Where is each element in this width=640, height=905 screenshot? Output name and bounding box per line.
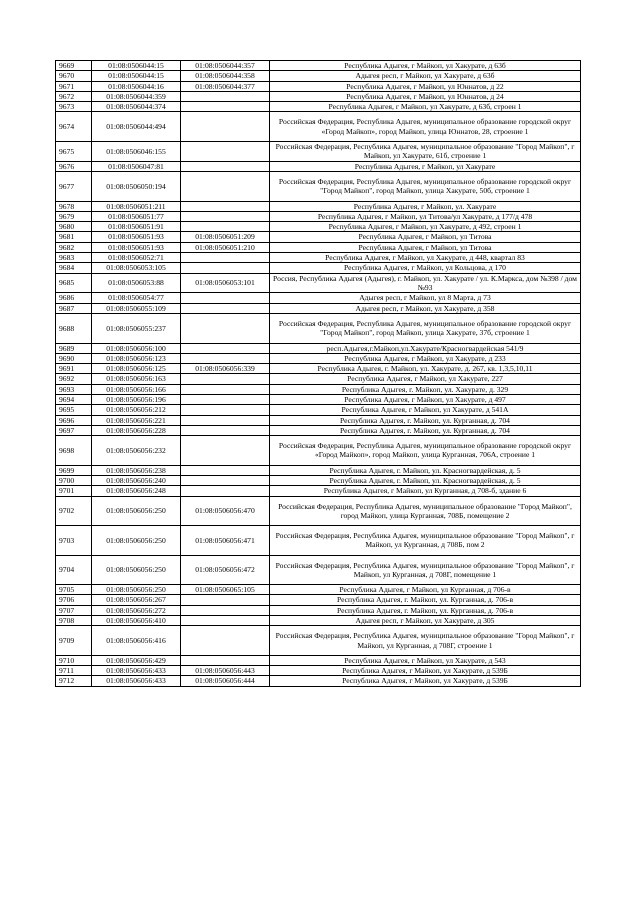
row-number: 9701: [56, 486, 92, 496]
linked-cadastral-number: [181, 616, 270, 626]
linked-cadastral-number: [181, 595, 270, 605]
table-row: [56, 384, 581, 394]
row-number: 9683: [56, 253, 92, 263]
linked-cadastral-number: [181, 222, 270, 232]
row-number: 9674: [56, 112, 92, 142]
table-row: [56, 353, 581, 363]
address: Республика Адыгея, г Майкоп, ул Титова/ул Хакурате, д 177/д 478: [270, 211, 581, 221]
cadastral-number: 01:08:0506051:91: [92, 222, 181, 232]
linked-cadastral-number: [181, 161, 270, 171]
linked-cadastral-number: 01:08:0506044:377: [181, 81, 270, 91]
address: Республика Адыгея, г Майкоп, ул. Хакурате: [270, 201, 581, 211]
linked-cadastral-number: [181, 626, 270, 656]
row-number: 9688: [56, 314, 92, 344]
table-row: [56, 364, 581, 374]
cadastral-number: 01:08:0506053:105: [92, 263, 181, 273]
document-page: [55, 60, 581, 687]
table-row: [56, 71, 581, 81]
cadastral-number: 01:08:0506051:211: [92, 201, 181, 211]
address: Республика Адыгея, г Майкоп, ул Хакурате, 227: [270, 374, 581, 384]
table-row: [56, 242, 581, 252]
table-row: [56, 61, 581, 71]
cadastral-number: 01:08:0506056:433: [92, 676, 181, 686]
linked-cadastral-number: [181, 415, 270, 425]
linked-cadastral-number: [181, 211, 270, 221]
linked-cadastral-number: 01:08:0506056:471: [181, 526, 270, 556]
linked-cadastral-number: [181, 91, 270, 101]
linked-cadastral-number: [181, 353, 270, 363]
table-row: [56, 555, 581, 585]
cadastral-number: 01:08:0506056:250: [92, 585, 181, 595]
cadastral-number: 01:08:0506056:100: [92, 343, 181, 353]
table-row: [56, 626, 581, 656]
linked-cadastral-number: 01:08:0506051:209: [181, 232, 270, 242]
table-row: [56, 161, 581, 171]
linked-cadastral-number: [181, 201, 270, 211]
row-number: 9700: [56, 476, 92, 486]
cadastral-number: 01:08:0506051:77: [92, 211, 181, 221]
row-number: 9709: [56, 626, 92, 656]
address: Российская Федерация, Республика Адыгея, муниципальное образование "Город Майкоп", г Майкоп, ул Курганная, д 708Б, пом 2: [270, 526, 581, 556]
linked-cadastral-number: [181, 476, 270, 486]
row-number: 9706: [56, 595, 92, 605]
linked-cadastral-number: 01:08:0506044:357: [181, 61, 270, 71]
row-number: 9692: [56, 374, 92, 384]
cadastral-number: 01:08:0506056:250: [92, 496, 181, 526]
cadastral-number: 01:08:0506055:109: [92, 303, 181, 313]
row-number: 9690: [56, 353, 92, 363]
address: Российская Федерация, Республика Адыгея, муниципальное образование городской округ "Город Майкоп", город Майкоп, улица Хакурате, 37б, строение 1: [270, 314, 581, 344]
row-number: 9705: [56, 585, 92, 595]
linked-cadastral-number: [181, 384, 270, 394]
cadastral-number: 01:08:0506044:15: [92, 71, 181, 81]
row-number: 9676: [56, 161, 92, 171]
row-number: 9708: [56, 616, 92, 626]
linked-cadastral-number: [181, 314, 270, 344]
linked-cadastral-number: [181, 486, 270, 496]
address: Республика Адыгея, г Майкоп, ул Кольцова, д 170: [270, 263, 581, 273]
address: Российская Федерация, Республика Адыгея, муниципальное образование "Город Майкоп", г Майкоп, ул Хакурате, 61б, строение 1: [270, 141, 581, 161]
row-number: 9691: [56, 364, 92, 374]
linked-cadastral-number: [181, 605, 270, 615]
cadastral-number: 01:08:0506044:15: [92, 61, 181, 71]
table-row: [56, 141, 581, 161]
row-number: 9672: [56, 91, 92, 101]
cadastral-number: 01:08:0506056:212: [92, 405, 181, 415]
linked-cadastral-number: [181, 425, 270, 435]
cadastral-number: 01:08:0506056:238: [92, 465, 181, 475]
row-number: 9695: [56, 405, 92, 415]
table-row: [56, 666, 581, 676]
linked-cadastral-number: [181, 405, 270, 415]
table-row: [56, 476, 581, 486]
table-row: [56, 253, 581, 263]
address: Российская Федерация, Республика Адыгея, муниципальное образование городской округ «Город Майкоп», город Майкоп, улица Юннатов, 28, строение 1: [270, 112, 581, 142]
address: Российская Федерация, Республика Адыгея, муниципальное образование "Город Майкоп", город Майкоп, улица Курганная, 708Б, помещение 2: [270, 496, 581, 526]
table-row: [56, 172, 581, 202]
address: Российская Федерация, Республика Адыгея, муниципальное образование городской округ «Город Майкоп», город Майкоп, улица Курганная, 706А, строение 1: [270, 436, 581, 466]
table-row: [56, 343, 581, 353]
address: Республика Адыгея, г Майкоп, ул Хакурате, д 539Б: [270, 666, 581, 676]
table-row: [56, 81, 581, 91]
linked-cadastral-number: [181, 436, 270, 466]
cadastral-number: 01:08:0506047:81: [92, 161, 181, 171]
address: Республика Адыгея, г Майкоп, ул Титова: [270, 242, 581, 252]
address: Республика Адыгея, г Майкоп, ул Хакурате, д 448, квартал 83: [270, 253, 581, 263]
row-number: 9675: [56, 141, 92, 161]
row-number: 9687: [56, 303, 92, 313]
address: Республика Адыгея, г. Майкоп, ул. Хакурате, д. 329: [270, 384, 581, 394]
row-number: 9685: [56, 273, 92, 293]
table-row: [56, 496, 581, 526]
linked-cadastral-number: [181, 263, 270, 273]
linked-cadastral-number: 01:08:0506056:444: [181, 676, 270, 686]
linked-cadastral-number: [181, 293, 270, 303]
cadastral-number: 01:08:0506056:123: [92, 353, 181, 363]
address: Республика Адыгея, г Майкоп, ул Хакурате, д 233: [270, 353, 581, 363]
registry-table: [55, 60, 581, 687]
row-number: 9702: [56, 496, 92, 526]
table-row: [56, 314, 581, 344]
table-row: [56, 102, 581, 112]
cadastral-number: 01:08:0506055:237: [92, 314, 181, 344]
linked-cadastral-number: [181, 655, 270, 665]
table-row: [56, 91, 581, 101]
table-row: [56, 655, 581, 665]
linked-cadastral-number: 01:08:0506065:105: [181, 585, 270, 595]
table-row: [56, 232, 581, 242]
row-number: 9694: [56, 395, 92, 405]
address: Республика Адыгея, г. Майкоп, ул. Красногвардейская, д. 5: [270, 465, 581, 475]
table-row: [56, 273, 581, 293]
address: Республика Адыгея, г. Майкоп, ул. Курганная, д. 704: [270, 425, 581, 435]
address: Российская Федерация, Республика Адыгея, муниципальное образование городской округ "Город Майкоп", город Майкоп, улица Хакурате, 50б, строение 1: [270, 172, 581, 202]
row-number: 9686: [56, 293, 92, 303]
linked-cadastral-number: 01:08:0506056:339: [181, 364, 270, 374]
row-number: 9696: [56, 415, 92, 425]
linked-cadastral-number: 01:08:0506053:101: [181, 273, 270, 293]
row-number: 9704: [56, 555, 92, 585]
row-number: 9710: [56, 655, 92, 665]
row-number: 9689: [56, 343, 92, 353]
cadastral-number: 01:08:0506056:166: [92, 384, 181, 394]
cadastral-number: 01:08:0506056:221: [92, 415, 181, 425]
address: Адыгея респ, г Майкоп, ул Хакурате, д 358: [270, 303, 581, 313]
table-row: [56, 374, 581, 384]
row-number: 9711: [56, 666, 92, 676]
cadastral-number: 01:08:0506056:248: [92, 486, 181, 496]
cadastral-number: 01:08:0506051:93: [92, 232, 181, 242]
linked-cadastral-number: 01:08:0506056:443: [181, 666, 270, 676]
row-number: 9681: [56, 232, 92, 242]
address: Республика Адыгея, г Майкоп, ул Хакурате, д 539Б: [270, 676, 581, 686]
cadastral-number: 01:08:0506053:88: [92, 273, 181, 293]
cadastral-number: 01:08:0506056:416: [92, 626, 181, 656]
address: Республика Адыгея, г Майкоп, ул Хакурате: [270, 161, 581, 171]
cadastral-number: 01:08:0506056:250: [92, 555, 181, 585]
table-row: [56, 201, 581, 211]
table-row: [56, 222, 581, 232]
row-number: 9699: [56, 465, 92, 475]
table-row: [56, 425, 581, 435]
linked-cadastral-number: [181, 253, 270, 263]
table-row: [56, 605, 581, 615]
cadastral-number: 01:08:0506056:196: [92, 395, 181, 405]
linked-cadastral-number: [181, 374, 270, 384]
row-number: 9671: [56, 81, 92, 91]
registry-table-body: [56, 61, 581, 687]
cadastral-number: 01:08:0506052:71: [92, 253, 181, 263]
cadastral-number: 01:08:0506056:232: [92, 436, 181, 466]
table-row: [56, 526, 581, 556]
address: Республика Адыгея, г. Майкоп, ул. Курганная, д. 706-в: [270, 595, 581, 605]
row-number: 9677: [56, 172, 92, 202]
cadastral-number: 01:08:0506056:410: [92, 616, 181, 626]
address: Российская Федерация, Республика Адыгея, муниципальное образование "Город Майкоп", г Майкоп, ул Курганная, д 708Г, строение 1: [270, 626, 581, 656]
table-row: [56, 263, 581, 273]
row-number: 9670: [56, 71, 92, 81]
linked-cadastral-number: [181, 112, 270, 142]
address: Республика Адыгея, г Майкоп, ул Хакурате, д 63б, строен 1: [270, 102, 581, 112]
address: Адыгея респ, г Майкоп, ул Хакурате, д 305: [270, 616, 581, 626]
linked-cadastral-number: 01:08:0506056:472: [181, 555, 270, 585]
row-number: 9678: [56, 201, 92, 211]
table-row: [56, 676, 581, 686]
cadastral-number: 01:08:0506056:163: [92, 374, 181, 384]
table-row: [56, 303, 581, 313]
table-row: [56, 112, 581, 142]
address: Республика Адыгея, г Майкоп, ул Хакурате, д 492, строен 1: [270, 222, 581, 232]
cadastral-number: 01:08:0506044:359: [92, 91, 181, 101]
table-row: [56, 293, 581, 303]
address: Республика Адыгея, г. Майкоп, ул. Хакурате, д. 267, кв. 1,3,5,10,11: [270, 364, 581, 374]
address: Республика Адыгея, г Майкоп, ул Титова: [270, 232, 581, 242]
linked-cadastral-number: [181, 172, 270, 202]
linked-cadastral-number: [181, 303, 270, 313]
address: Российская Федерация, Республика Адыгея, муниципальное образование "Город Майкоп", г Майкоп, ул Курганная, д 708Г, помещение 1: [270, 555, 581, 585]
cadastral-number: 01:08:0506044:494: [92, 112, 181, 142]
table-row: [56, 465, 581, 475]
address: Республика Адыгея, г. Майкоп, ул. Курганная, д. 704: [270, 415, 581, 425]
address: Россия, Республика Адыгея (Адыгея), г. Майкоп, ул. Хакурате / ул. К.Маркса, дом №398 / дом №93: [270, 273, 581, 293]
cadastral-number: 01:08:0506044:16: [92, 81, 181, 91]
cadastral-number: 01:08:0506056:433: [92, 666, 181, 676]
row-number: 9703: [56, 526, 92, 556]
cadastral-number: 01:08:0506046:155: [92, 141, 181, 161]
row-number: 9697: [56, 425, 92, 435]
table-row: [56, 595, 581, 605]
linked-cadastral-number: [181, 141, 270, 161]
table-row: [56, 211, 581, 221]
table-row: [56, 436, 581, 466]
row-number: 9707: [56, 605, 92, 615]
address: Республика Адыгея, г Майкоп, ул Юннатов, д 24: [270, 91, 581, 101]
table-row: [56, 405, 581, 415]
cadastral-number: 01:08:0506056:272: [92, 605, 181, 615]
address: Республика Адыгея, г Майкоп, ул Хакурате, д 541А: [270, 405, 581, 415]
cadastral-number: 01:08:0506056:125: [92, 364, 181, 374]
cadastral-number: 01:08:0506044:374: [92, 102, 181, 112]
linked-cadastral-number: 01:08:0506056:470: [181, 496, 270, 526]
row-number: 9680: [56, 222, 92, 232]
cadastral-number: 01:08:0506056:250: [92, 526, 181, 556]
address: Республика Адыгея, г. Майкоп, ул. Красногвардейская, д. 5: [270, 476, 581, 486]
cadastral-number: 01:08:0506050:194: [92, 172, 181, 202]
linked-cadastral-number: [181, 465, 270, 475]
table-row: [56, 415, 581, 425]
linked-cadastral-number: [181, 395, 270, 405]
row-number: 9679: [56, 211, 92, 221]
row-number: 9673: [56, 102, 92, 112]
cadastral-number: 01:08:0506054:77: [92, 293, 181, 303]
cadastral-number: 01:08:0506056:429: [92, 655, 181, 665]
table-row: [56, 616, 581, 626]
address: Республика Адыгея, г Майкоп, ул Хакурате, д 63б: [270, 61, 581, 71]
linked-cadastral-number: [181, 343, 270, 353]
row-number: 9693: [56, 384, 92, 394]
cadastral-number: 01:08:0506056:240: [92, 476, 181, 486]
address: Республика Адыгея, г Майкоп, ул Хакурате, д 497: [270, 395, 581, 405]
address: Адыгея респ, г Майкоп, ул 8 Марта, д 73: [270, 293, 581, 303]
linked-cadastral-number: 01:08:0506051:210: [181, 242, 270, 252]
address: Республика Адыгея, г Майкоп, ул Курганная, д 706-в: [270, 585, 581, 595]
linked-cadastral-number: 01:08:0506044:358: [181, 71, 270, 81]
address: Республика Адыгея, г Майкоп, ул Хакурате, д 543: [270, 655, 581, 665]
row-number: 9682: [56, 242, 92, 252]
address: Республика Адыгея, г Майкоп, ул Юннатов, д 22: [270, 81, 581, 91]
address: респ.Адыгея,г.Майкоп,ул.Хакурате/Красногвардейская 541/9: [270, 343, 581, 353]
cadastral-number: 01:08:0506056:228: [92, 425, 181, 435]
row-number: 9684: [56, 263, 92, 273]
linked-cadastral-number: [181, 102, 270, 112]
address: Республика Адыгея, г Майкоп, ул Курганная, д 708-б, здание 6: [270, 486, 581, 496]
row-number: 9712: [56, 676, 92, 686]
table-row: [56, 395, 581, 405]
cadastral-number: 01:08:0506056:267: [92, 595, 181, 605]
table-row: [56, 585, 581, 595]
row-number: 9669: [56, 61, 92, 71]
row-number: 9698: [56, 436, 92, 466]
address: Республика Адыгея, г. Майкоп, ул. Курганная, д. 706-в: [270, 605, 581, 615]
table-row: [56, 486, 581, 496]
cadastral-number: 01:08:0506051:93: [92, 242, 181, 252]
address: Адыгея респ, г Майкоп, ул Хакурате, д 63б: [270, 71, 581, 81]
